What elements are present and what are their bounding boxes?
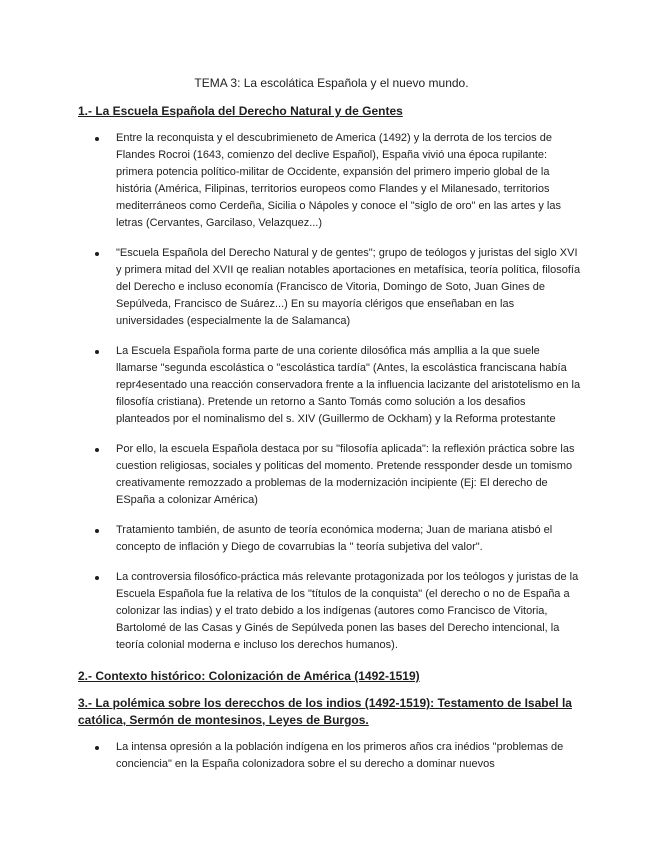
- section-3-list: [78, 739, 581, 773]
- bullet-icon: [95, 529, 99, 533]
- list-item: [78, 343, 581, 428]
- bullet-icon: [95, 448, 99, 452]
- list-item: [78, 245, 581, 330]
- list-item-text: "Escuela Española del Derecho Natural y de gentes"; grupo de teólogos y juristas del siglo XVI y primera mitad del XVII qe realian notables aportaciones en metafísica, teoría política, filosofía del Derecho e incluso economía (Francisco de Vitoria, Domingo de Soto, Juan Gines de Sepúlveda, Francisco de Suárez...) En su mayoría clérigos que enseñaban en las universidades (especialmente la de Salamanca): [116, 247, 581, 327]
- bullet-icon: [95, 576, 99, 580]
- list-item-text: Entre la reconquista y el descubrimieneto de America (1492) y la derrota de los tercios de Flandes Rocroi (1643, comienzo del declive Español), España vivió una época rupilante: primera potencia político-militar de Occidente, expansión del primero imperio global de la história (América, Filipinas, territorios europeos como Flandes y el Milanesado, territorios mediterráneos como Cerdeña, Sicilia o Nápoles y conoce el "siglo de oro" en las artes y las letras (Cervantes, Garcilaso, Velazquez...): [116, 132, 561, 229]
- bullet-icon: [95, 746, 99, 750]
- list-item-text: La intensa opresión a la población indígena en los primeros años cra inédios "problemas de conciencia" en la España colonizadora sobre el su derecho a dominar nuevos: [116, 741, 564, 770]
- bullet-icon: [95, 137, 99, 141]
- document-title: TEMA 3: La escolática Española y el nuevo mundo.: [194, 76, 469, 90]
- section-1-list: [78, 130, 581, 654]
- bullet-icon: [95, 350, 99, 354]
- list-item-text: La Escuela Española forma parte de una coriente dilosófica más ampllia a la que suele llamarse "segunda escolástica o "escolástica tardía" (Antes, la escolástica franciscana había repr4esentado una reacción conservadora frente a la influencia lacizante del aristotelismo en la filosofía cristiana). Pretende un retorno a Santo Tomás como solución a los desafios planteados por el nominalismo del s. XIV (Guillermo de Ockham) y la Reforma protestante: [116, 345, 581, 425]
- list-item: [78, 130, 581, 232]
- list-item-text: La controversia filosófico-práctica más relevante protagonizada por los teólogos y juristas de la Escuela Española fue la relativa de los "títulos de la conquista" (el derecho o no de España a colonizar las indias) y el trato debido a los indígenas (autores como Francisco de Vitoria, Bartolomé de las Casas y Ginés de Sepúlveda ponen las bases del Derecho intencional, la teoría colonial moderna e incluso los derechos humanos).: [116, 571, 579, 651]
- list-item: [78, 569, 581, 654]
- list-item-text: Tratamiento también, de asunto de teoría económica moderna; Juan de mariana atisbó el concepto de inflación y Diego de covarrubias la " teoría subjetiva del valor".: [116, 524, 553, 553]
- bullet-icon: [95, 252, 99, 256]
- section-3-heading: 3.- La polémica sobre los derecchos de los indios (1492-1519): Testamento de Isabel la católica, Sermón de montesinos, Leyes de Burgos.: [78, 696, 572, 727]
- list-item-text: Por ello, la escuela Española destaca por su "filosofía aplicada": la reflexión práctica sobre las cuestion religiosas, sociales y politicas del momento. Pretende ressponder desde un tomismo creativamente remozzado a problemas de la modernización incipiente (Ej: El derecho de ESpaña a colonizar América): [116, 443, 575, 506]
- section-2-heading: 2.- Contexto histórico: Colonización de América (1492-1519): [78, 669, 420, 683]
- list-item: [78, 441, 581, 509]
- list-item: [78, 739, 581, 773]
- list-item: [78, 522, 581, 556]
- section-1-heading: 1.- La Escuela Española del Derecho Natural y de Gentes: [78, 104, 403, 118]
